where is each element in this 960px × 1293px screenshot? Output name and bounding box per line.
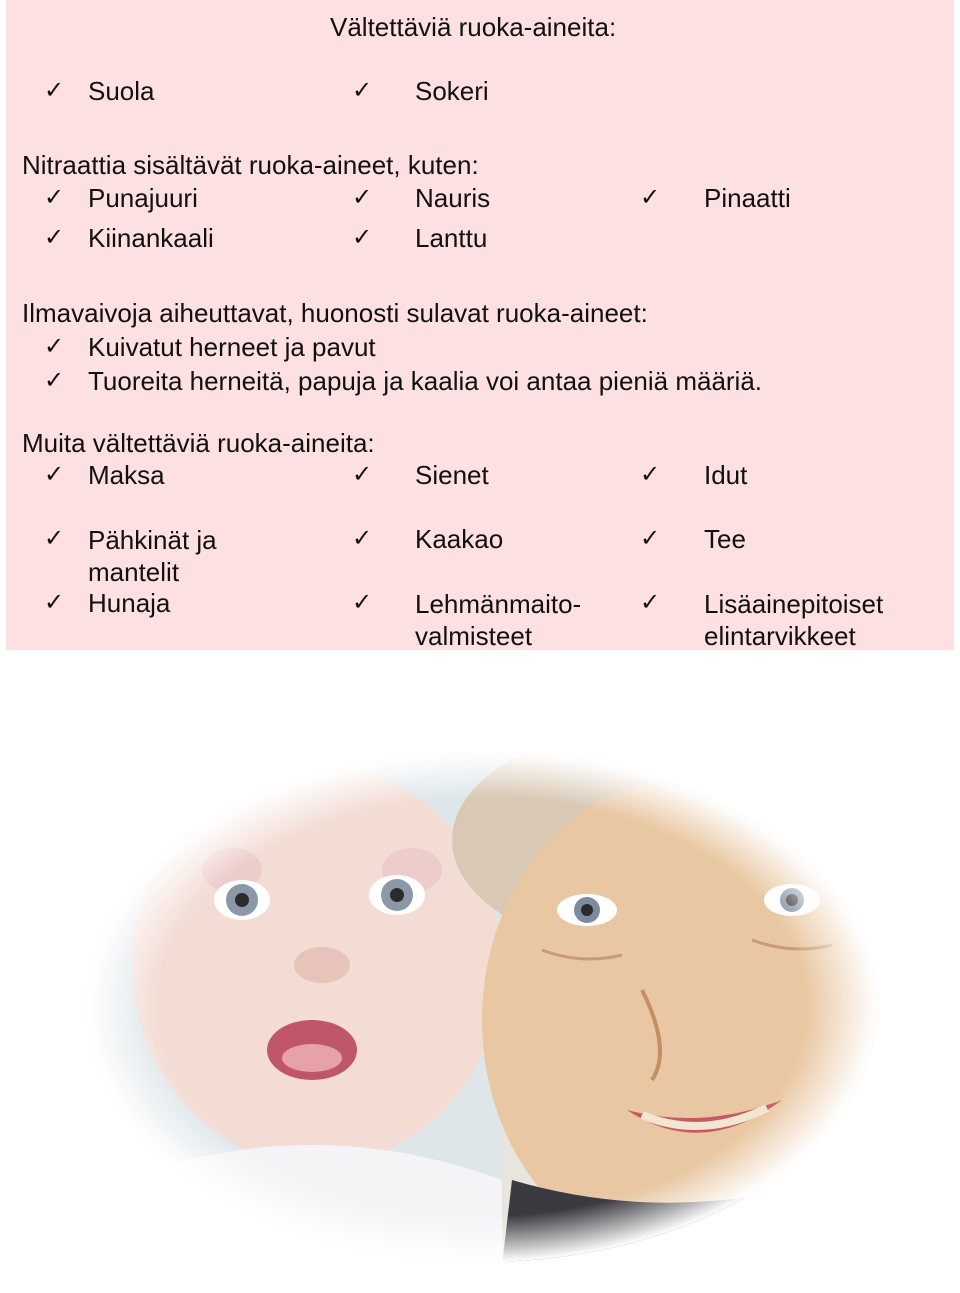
list-item: Suola [88, 76, 155, 106]
check-icon: ✓ [44, 525, 65, 552]
list-item: Kuivatut herneet ja pavut [88, 332, 376, 362]
check-icon: ✓ [44, 184, 65, 211]
list-item: Hunaja [88, 588, 171, 618]
baby-and-grandmother-illustration-icon [82, 750, 882, 1265]
list-item: Pinaatti [704, 183, 791, 213]
list-item: Lisäainepitoiset elintarvikkeet [704, 589, 884, 651]
check-icon: ✓ [352, 461, 373, 488]
list-item: Punajuuri [88, 183, 198, 213]
list-item: Tuoreita herneitä, papuja ja kaalia voi antaa pieniä määriä. [88, 366, 763, 396]
list-item: Lanttu [415, 223, 488, 253]
check-icon: ✓ [352, 525, 373, 552]
check-icon: ✓ [44, 333, 65, 360]
check-icon: ✓ [352, 589, 373, 616]
list-item: Kiinankaali [88, 223, 214, 253]
check-icon: ✓ [640, 525, 661, 552]
section1-heading: Vältettäviä ruoka-aineita: [330, 12, 617, 42]
check-icon: ✓ [640, 184, 661, 211]
list-item: Kaakao [415, 524, 504, 554]
list-item: Sienet [415, 460, 489, 490]
list-item: Nauris [415, 183, 491, 213]
section3-heading: Ilmavaivoja aiheuttavat, huonosti sulavat ruoka-aineet: [22, 298, 648, 328]
check-icon: ✓ [44, 461, 65, 488]
check-icon: ✓ [44, 77, 65, 104]
list-item: Lehmänmaito-valmisteet [415, 589, 582, 651]
check-icon: ✓ [44, 589, 65, 616]
list-item: Maksa [88, 460, 165, 490]
check-icon: ✓ [352, 77, 373, 104]
check-icon: ✓ [352, 224, 373, 251]
list-item: Sokeri [415, 76, 489, 106]
section2-heading: Nitraattia sisältävät ruoka-aineet, kuten: [22, 150, 479, 180]
check-icon: ✓ [44, 367, 65, 394]
list-item: Tee [704, 524, 746, 554]
check-icon: ✓ [352, 184, 373, 211]
list-item: Idut [704, 460, 748, 490]
list-item: Pähkinät ja mantelit [88, 525, 217, 587]
check-icon: ✓ [640, 589, 661, 616]
check-icon: ✓ [640, 461, 661, 488]
section4-heading: Muita vältettäviä ruoka-aineita: [22, 428, 375, 458]
check-icon: ✓ [44, 224, 65, 251]
